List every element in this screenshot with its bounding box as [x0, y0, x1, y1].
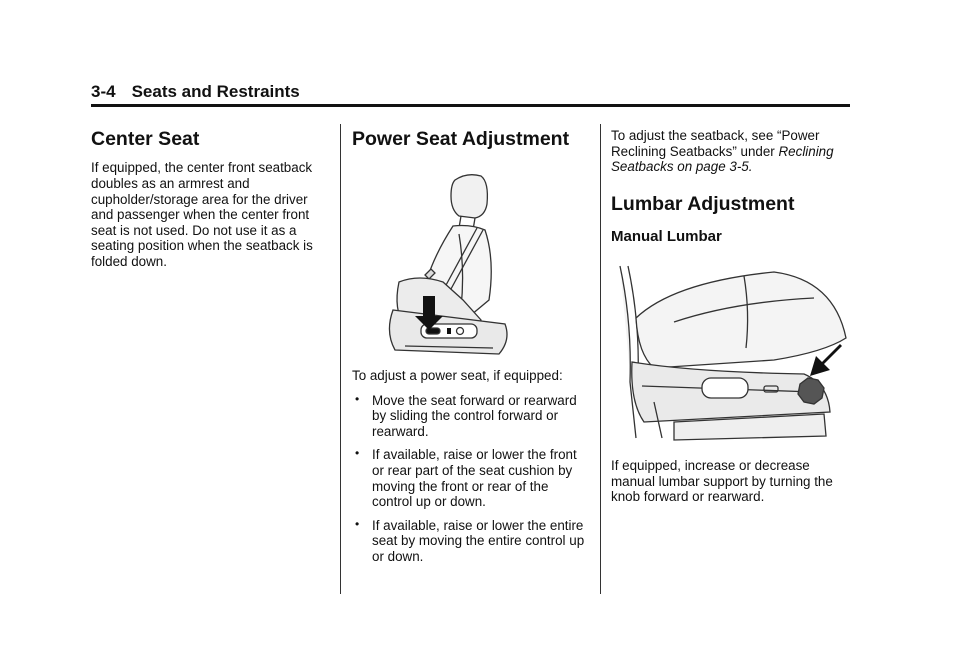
- lumbar-text: If equipped, increase or decrease manual lumbar support by turning the knob forward or rearward.: [611, 458, 833, 505]
- power-seat-illustration: [385, 170, 535, 360]
- page-header: [91, 82, 300, 102]
- bullet-item: • If available, raise or lower the front or rear part of the seat cushion by moving the front or rear of the control up or down.: [352, 447, 592, 509]
- power-seat-intro: To adjust a power seat, if equipped:: [352, 368, 563, 383]
- seatback-reference-link: Reclining Seatbacks on page 3-5.: [611, 143, 834, 175]
- bullet-item: • If available, raise or lower the entire seat by moving the entire control up or down.: [352, 518, 592, 565]
- section-number: 3-4: [91, 82, 116, 101]
- header-rule: [91, 104, 850, 107]
- column-center-seat: [91, 116, 331, 270]
- lumbar-instructions: [611, 458, 851, 505]
- power-seat-bullets: [352, 393, 592, 565]
- heading-center-seat: Center Seat: [91, 128, 200, 150]
- column-lumbar: [611, 128, 851, 245]
- subheading-manual-lumbar: Manual Lumbar: [611, 228, 722, 246]
- heading-power-seat: Power Seat Adjustment: [352, 128, 570, 150]
- bullet-item: • Move the seat forward or rearward by sliding the control forward or rearward.: [352, 393, 592, 440]
- heading-lumbar: Lumbar Adjustment: [611, 192, 795, 215]
- column-divider-2: [600, 124, 601, 594]
- manual-lumbar-illustration: [614, 262, 850, 442]
- column-power-seat: [352, 116, 592, 151]
- power-seat-instructions: [352, 368, 592, 573]
- seatback-reference: [611, 128, 851, 175]
- section-title: Seats and Restraints: [131, 82, 300, 101]
- column-divider-1: [340, 124, 341, 594]
- center-seat-text: If equipped, the center front seatback doubles as an armrest and cupholder/storage area for the driver and passenger when the center front seat is not used. Do not use it as a seating position when the seatback is folded down.: [91, 160, 313, 269]
- seatback-reference-text: To adjust the seatback, see “Power Reclining Seatbacks” under: [611, 128, 820, 159]
